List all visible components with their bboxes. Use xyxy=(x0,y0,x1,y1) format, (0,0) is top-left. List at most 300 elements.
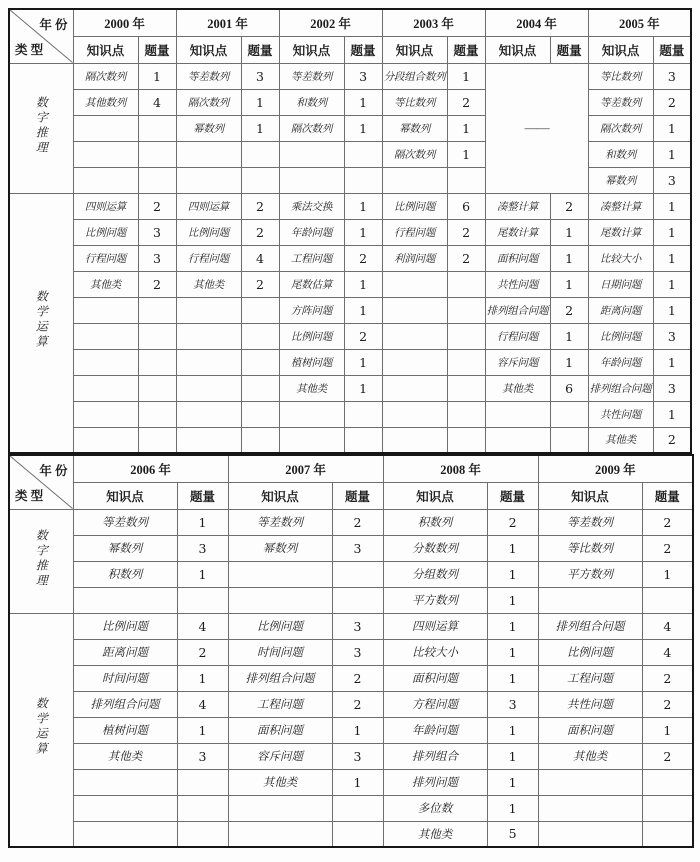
count-cell: 2 xyxy=(138,271,176,297)
count-cell: 3 xyxy=(332,639,383,665)
table-row xyxy=(9,665,693,691)
count-cell xyxy=(241,349,279,375)
count-cell: 2 xyxy=(138,193,176,219)
table-row xyxy=(9,717,693,743)
table-row xyxy=(9,639,693,665)
count-cell: 3 xyxy=(653,63,691,89)
knowledge-cell: 工程问题 xyxy=(538,665,642,691)
count-cell: 2 xyxy=(344,323,382,349)
knowledge-cell xyxy=(73,323,138,349)
count-cell: 1 xyxy=(487,769,538,795)
knowledge-cell: 平方数列 xyxy=(383,587,487,613)
count-cell xyxy=(138,297,176,323)
table-row xyxy=(9,795,693,821)
count-cell: 1 xyxy=(550,245,588,271)
knowledge-cell xyxy=(73,349,138,375)
count-cell: 1 xyxy=(177,717,228,743)
table-row xyxy=(9,245,691,271)
count-cell xyxy=(138,141,176,167)
table-row xyxy=(9,561,693,587)
count-cell: 2 xyxy=(487,509,538,535)
count-cell: 3 xyxy=(138,219,176,245)
count-cell: 1 xyxy=(177,561,228,587)
table-row xyxy=(9,89,691,115)
count-cell: 2 xyxy=(642,535,693,561)
knowledge-cell: 排列组合问题 xyxy=(228,665,332,691)
knowledge-cell: 尾数估算 xyxy=(279,271,344,297)
count-cell: 1 xyxy=(653,193,691,219)
knowledge-cell: 分数数列 xyxy=(383,535,487,561)
count-cell xyxy=(332,587,383,613)
corner-cell xyxy=(9,455,73,509)
count-cell: 2 xyxy=(642,691,693,717)
knowledge-cell xyxy=(176,167,241,193)
count-cell xyxy=(177,821,228,847)
count-cell: 3 xyxy=(332,743,383,769)
table-row xyxy=(9,587,693,613)
count-cell: 3 xyxy=(344,63,382,89)
count-cell: 2 xyxy=(550,193,588,219)
corner-type-label: 类 型 xyxy=(15,42,44,57)
year-header: 2004 年 xyxy=(485,9,588,36)
count-cell: 1 xyxy=(487,561,538,587)
knowledge-cell: 容斥问题 xyxy=(485,349,550,375)
count-cell: 1 xyxy=(344,297,382,323)
knowledge-cell: 排列组合问题 xyxy=(73,691,177,717)
table-row xyxy=(9,349,691,375)
knowledge-cell xyxy=(228,587,332,613)
count-cell xyxy=(447,375,485,401)
question-count-header: 题量 xyxy=(344,36,382,63)
count-cell: 6 xyxy=(447,193,485,219)
count-cell xyxy=(447,271,485,297)
knowledge-cell: 等差数列 xyxy=(228,509,332,535)
knowledge-cell: 和数列 xyxy=(588,141,653,167)
count-cell: 1 xyxy=(177,665,228,691)
count-cell: 1 xyxy=(487,587,538,613)
year-header: 2009 年 xyxy=(538,455,693,482)
knowledge-cell xyxy=(73,167,138,193)
knowledge-cell: 四则运算 xyxy=(73,193,138,219)
table-years-2000-2005 xyxy=(8,8,692,454)
count-cell xyxy=(344,401,382,427)
year-header: 2008 年 xyxy=(383,455,538,482)
knowledge-cell xyxy=(538,769,642,795)
count-cell: 1 xyxy=(653,219,691,245)
count-cell: 1 xyxy=(653,349,691,375)
count-cell: 2 xyxy=(332,509,383,535)
count-cell: 3 xyxy=(653,167,691,193)
table-row xyxy=(9,427,691,453)
count-cell: 2 xyxy=(642,509,693,535)
knowledge-cell: 排列组合问题 xyxy=(485,297,550,323)
knowledge-point-header: 知识点 xyxy=(73,36,138,63)
count-cell: 1 xyxy=(653,401,691,427)
knowledge-point-header: 知识点 xyxy=(485,36,550,63)
knowledge-cell xyxy=(176,349,241,375)
count-cell: 2 xyxy=(642,743,693,769)
table-years-2006-2009 xyxy=(8,454,694,848)
count-cell xyxy=(138,401,176,427)
knowledge-cell xyxy=(176,297,241,323)
year-header: 2001 年 xyxy=(176,9,279,36)
page xyxy=(8,8,692,848)
count-cell: 1 xyxy=(447,63,485,89)
count-cell xyxy=(138,349,176,375)
year-header: 2005 年 xyxy=(588,9,691,36)
knowledge-cell: 比例问题 xyxy=(382,193,447,219)
knowledge-cell xyxy=(485,427,550,453)
knowledge-cell xyxy=(73,141,138,167)
count-cell: 5 xyxy=(487,821,538,847)
knowledge-cell xyxy=(279,401,344,427)
knowledge-cell: 植树问题 xyxy=(279,349,344,375)
knowledge-cell: 其他类 xyxy=(228,769,332,795)
question-count-header: 题量 xyxy=(138,36,176,63)
table-row xyxy=(9,401,691,427)
no-data-cell: —— xyxy=(485,63,588,193)
count-cell: 1 xyxy=(487,795,538,821)
knowledge-cell: 乘法交换 xyxy=(279,193,344,219)
knowledge-cell: 和数列 xyxy=(279,89,344,115)
knowledge-cell xyxy=(73,115,138,141)
count-cell: 2 xyxy=(447,219,485,245)
question-count-header: 题量 xyxy=(550,36,588,63)
knowledge-cell: 植树问题 xyxy=(73,717,177,743)
table-row xyxy=(9,115,691,141)
question-count-header: 题量 xyxy=(177,482,228,509)
count-cell: 1 xyxy=(550,323,588,349)
count-cell xyxy=(241,323,279,349)
knowledge-cell: 幂数列 xyxy=(382,115,447,141)
knowledge-cell xyxy=(73,401,138,427)
count-cell xyxy=(241,427,279,453)
count-cell: 3 xyxy=(487,691,538,717)
knowledge-cell: 距离问题 xyxy=(588,297,653,323)
knowledge-cell: 尾数计算 xyxy=(485,219,550,245)
knowledge-cell: 凑整计算 xyxy=(588,193,653,219)
count-cell xyxy=(177,795,228,821)
knowledge-cell: 时间问题 xyxy=(73,665,177,691)
count-cell: 2 xyxy=(332,691,383,717)
count-cell xyxy=(332,795,383,821)
knowledge-cell: 比例问题 xyxy=(73,613,177,639)
count-cell xyxy=(138,427,176,453)
count-cell: 2 xyxy=(653,427,691,453)
year-header: 2002 年 xyxy=(279,9,382,36)
knowledge-cell: 其他类 xyxy=(279,375,344,401)
count-cell: 4 xyxy=(138,89,176,115)
knowledge-cell: 容斥问题 xyxy=(228,743,332,769)
count-cell: 1 xyxy=(487,639,538,665)
knowledge-cell xyxy=(176,401,241,427)
knowledge-cell: 四则运算 xyxy=(383,613,487,639)
knowledge-cell: 四则运算 xyxy=(176,193,241,219)
knowledge-cell: 方阵问题 xyxy=(279,297,344,323)
count-cell xyxy=(447,349,485,375)
count-cell: 1 xyxy=(642,717,693,743)
table-row xyxy=(9,141,691,167)
knowledge-cell: 工程问题 xyxy=(279,245,344,271)
knowledge-cell xyxy=(382,349,447,375)
knowledge-cell: 分段组合数列 xyxy=(382,63,447,89)
knowledge-point-header: 知识点 xyxy=(73,482,177,509)
knowledge-cell xyxy=(382,297,447,323)
section-label-text: 数学运算 xyxy=(34,290,49,351)
knowledge-cell: 幂数列 xyxy=(228,535,332,561)
count-cell xyxy=(344,141,382,167)
count-cell: 1 xyxy=(138,63,176,89)
count-cell: 1 xyxy=(487,665,538,691)
knowledge-cell: 距离问题 xyxy=(73,639,177,665)
corner-cell xyxy=(9,9,73,63)
knowledge-cell xyxy=(538,587,642,613)
knowledge-cell xyxy=(228,795,332,821)
knowledge-cell: 凑整计算 xyxy=(485,193,550,219)
count-cell xyxy=(642,821,693,847)
count-cell: 1 xyxy=(550,349,588,375)
knowledge-cell: 排列组合 xyxy=(383,743,487,769)
count-cell: 2 xyxy=(653,89,691,115)
knowledge-cell: 比例问题 xyxy=(279,323,344,349)
count-cell: 1 xyxy=(447,115,485,141)
knowledge-point-header: 知识点 xyxy=(382,36,447,63)
count-cell xyxy=(642,769,693,795)
knowledge-cell xyxy=(228,821,332,847)
table-row xyxy=(9,63,691,89)
knowledge-cell xyxy=(176,323,241,349)
knowledge-cell: 比例问题 xyxy=(73,219,138,245)
knowledge-cell: 行程问题 xyxy=(382,219,447,245)
count-cell: 4 xyxy=(642,639,693,665)
count-cell xyxy=(241,297,279,323)
count-cell xyxy=(138,323,176,349)
table-row xyxy=(9,769,693,795)
knowledge-cell: 其他类 xyxy=(383,821,487,847)
knowledge-cell: 隔次数列 xyxy=(279,115,344,141)
knowledge-cell xyxy=(382,271,447,297)
section-label-math-operation xyxy=(9,613,73,847)
knowledge-cell: 行程问题 xyxy=(73,245,138,271)
knowledge-cell xyxy=(538,821,642,847)
knowledge-cell xyxy=(279,141,344,167)
knowledge-cell: 等差数列 xyxy=(588,89,653,115)
knowledge-cell: 幂数列 xyxy=(176,115,241,141)
count-cell: 3 xyxy=(653,375,691,401)
count-cell xyxy=(241,167,279,193)
count-cell: 1 xyxy=(487,743,538,769)
knowledge-cell xyxy=(176,141,241,167)
count-cell: 1 xyxy=(344,271,382,297)
knowledge-point-header: 知识点 xyxy=(538,482,642,509)
count-cell: 1 xyxy=(653,115,691,141)
count-cell: 2 xyxy=(332,665,383,691)
knowledge-cell xyxy=(73,375,138,401)
knowledge-cell: 其他类 xyxy=(73,271,138,297)
question-count-header: 题量 xyxy=(447,36,485,63)
knowledge-cell xyxy=(485,401,550,427)
knowledge-cell: 日期问题 xyxy=(588,271,653,297)
knowledge-cell: 行程问题 xyxy=(485,323,550,349)
count-cell: 4 xyxy=(177,613,228,639)
knowledge-cell: 积数列 xyxy=(73,561,177,587)
count-cell: 1 xyxy=(550,271,588,297)
count-cell: 2 xyxy=(550,297,588,323)
count-cell: 1 xyxy=(344,219,382,245)
knowledge-cell xyxy=(73,427,138,453)
table-row xyxy=(9,743,693,769)
table-row xyxy=(9,691,693,717)
count-cell: 1 xyxy=(653,271,691,297)
table-row xyxy=(9,375,691,401)
year-header: 2007 年 xyxy=(228,455,383,482)
knowledge-cell: 其他类 xyxy=(485,375,550,401)
count-cell: 1 xyxy=(332,769,383,795)
table-row xyxy=(9,219,691,245)
section-label-math-operation xyxy=(9,193,73,453)
knowledge-cell: 共性问题 xyxy=(485,271,550,297)
count-cell: 1 xyxy=(344,349,382,375)
knowledge-cell xyxy=(176,375,241,401)
knowledge-point-header: 知识点 xyxy=(383,482,487,509)
count-cell: 3 xyxy=(177,743,228,769)
knowledge-cell: 比例问题 xyxy=(176,219,241,245)
knowledge-point-header: 知识点 xyxy=(228,482,332,509)
count-cell xyxy=(447,427,485,453)
count-cell xyxy=(447,167,485,193)
knowledge-cell: 共性问题 xyxy=(588,401,653,427)
count-cell xyxy=(138,115,176,141)
count-cell xyxy=(550,401,588,427)
knowledge-cell xyxy=(73,297,138,323)
count-cell: 1 xyxy=(344,89,382,115)
knowledge-cell: 工程问题 xyxy=(228,691,332,717)
knowledge-cell xyxy=(382,375,447,401)
question-count-header: 题量 xyxy=(653,36,691,63)
count-cell: 2 xyxy=(177,639,228,665)
knowledge-cell: 面积问题 xyxy=(485,245,550,271)
knowledge-cell: 隔次数列 xyxy=(588,115,653,141)
knowledge-cell: 其他数列 xyxy=(73,89,138,115)
count-cell xyxy=(344,427,382,453)
knowledge-cell xyxy=(279,167,344,193)
count-cell: 1 xyxy=(344,193,382,219)
knowledge-cell: 隔次数列 xyxy=(382,141,447,167)
knowledge-cell: 比例问题 xyxy=(228,613,332,639)
table-row xyxy=(9,509,693,535)
count-cell xyxy=(138,167,176,193)
section-label-digit-reasoning xyxy=(9,63,73,193)
count-cell: 6 xyxy=(550,375,588,401)
count-cell xyxy=(642,587,693,613)
table-row xyxy=(9,821,693,847)
section-label-text: 数字推理 xyxy=(34,95,49,156)
knowledge-point-header: 知识点 xyxy=(176,36,241,63)
knowledge-cell xyxy=(382,323,447,349)
year-header: 2006 年 xyxy=(73,455,228,482)
count-cell: 4 xyxy=(241,245,279,271)
count-cell xyxy=(344,167,382,193)
knowledge-cell xyxy=(73,769,177,795)
knowledge-cell: 隔次数列 xyxy=(73,63,138,89)
knowledge-cell: 行程问题 xyxy=(176,245,241,271)
knowledge-cell: 年龄问题 xyxy=(588,349,653,375)
section-label-text: 数字推理 xyxy=(34,528,49,589)
count-cell: 1 xyxy=(332,717,383,743)
count-cell: 3 xyxy=(177,535,228,561)
count-cell: 1 xyxy=(550,219,588,245)
knowledge-cell: 等差数列 xyxy=(279,63,344,89)
count-cell: 4 xyxy=(642,613,693,639)
knowledge-cell xyxy=(228,561,332,587)
question-count-header: 题量 xyxy=(241,36,279,63)
count-cell xyxy=(447,401,485,427)
count-cell xyxy=(241,375,279,401)
count-cell: 2 xyxy=(447,89,485,115)
count-cell xyxy=(241,401,279,427)
table-row xyxy=(9,613,693,639)
count-cell: 2 xyxy=(344,245,382,271)
knowledge-cell: 比较大小 xyxy=(383,639,487,665)
table-row xyxy=(9,297,691,323)
knowledge-cell xyxy=(279,427,344,453)
knowledge-cell xyxy=(73,587,177,613)
count-cell: 1 xyxy=(487,613,538,639)
count-cell: 1 xyxy=(241,115,279,141)
knowledge-cell: 面积问题 xyxy=(228,717,332,743)
knowledge-cell: 比例问题 xyxy=(588,323,653,349)
knowledge-cell: 时间问题 xyxy=(228,639,332,665)
count-cell xyxy=(447,323,485,349)
knowledge-cell: 年龄问题 xyxy=(383,717,487,743)
year-header: 2000 年 xyxy=(73,9,176,36)
knowledge-cell: 排列组合问题 xyxy=(538,613,642,639)
knowledge-cell: 等差数列 xyxy=(176,63,241,89)
knowledge-cell xyxy=(538,795,642,821)
table-row xyxy=(9,167,691,193)
count-cell: 1 xyxy=(177,509,228,535)
count-cell: 1 xyxy=(241,89,279,115)
knowledge-cell: 等比数列 xyxy=(538,535,642,561)
count-cell: 1 xyxy=(344,375,382,401)
question-count-header: 题量 xyxy=(487,482,538,509)
knowledge-cell: 比较大小 xyxy=(588,245,653,271)
knowledge-cell: 利润问题 xyxy=(382,245,447,271)
knowledge-cell: 其他类 xyxy=(176,271,241,297)
knowledge-cell: 等比数列 xyxy=(588,63,653,89)
count-cell: 1 xyxy=(487,535,538,561)
count-cell xyxy=(332,561,383,587)
knowledge-cell xyxy=(176,427,241,453)
knowledge-point-header: 知识点 xyxy=(588,36,653,63)
knowledge-cell: 隔次数列 xyxy=(176,89,241,115)
count-cell xyxy=(332,821,383,847)
knowledge-cell: 积数列 xyxy=(383,509,487,535)
question-count-header: 题量 xyxy=(332,482,383,509)
knowledge-cell: 共性问题 xyxy=(538,691,642,717)
count-cell: 1 xyxy=(653,245,691,271)
knowledge-cell: 幂数列 xyxy=(73,535,177,561)
knowledge-cell: 其他类 xyxy=(538,743,642,769)
count-cell: 1 xyxy=(653,297,691,323)
count-cell xyxy=(138,375,176,401)
knowledge-cell xyxy=(382,427,447,453)
count-cell: 2 xyxy=(241,219,279,245)
knowledge-cell xyxy=(73,795,177,821)
knowledge-cell: 等差数列 xyxy=(538,509,642,535)
count-cell: 3 xyxy=(653,323,691,349)
count-cell: 1 xyxy=(653,141,691,167)
